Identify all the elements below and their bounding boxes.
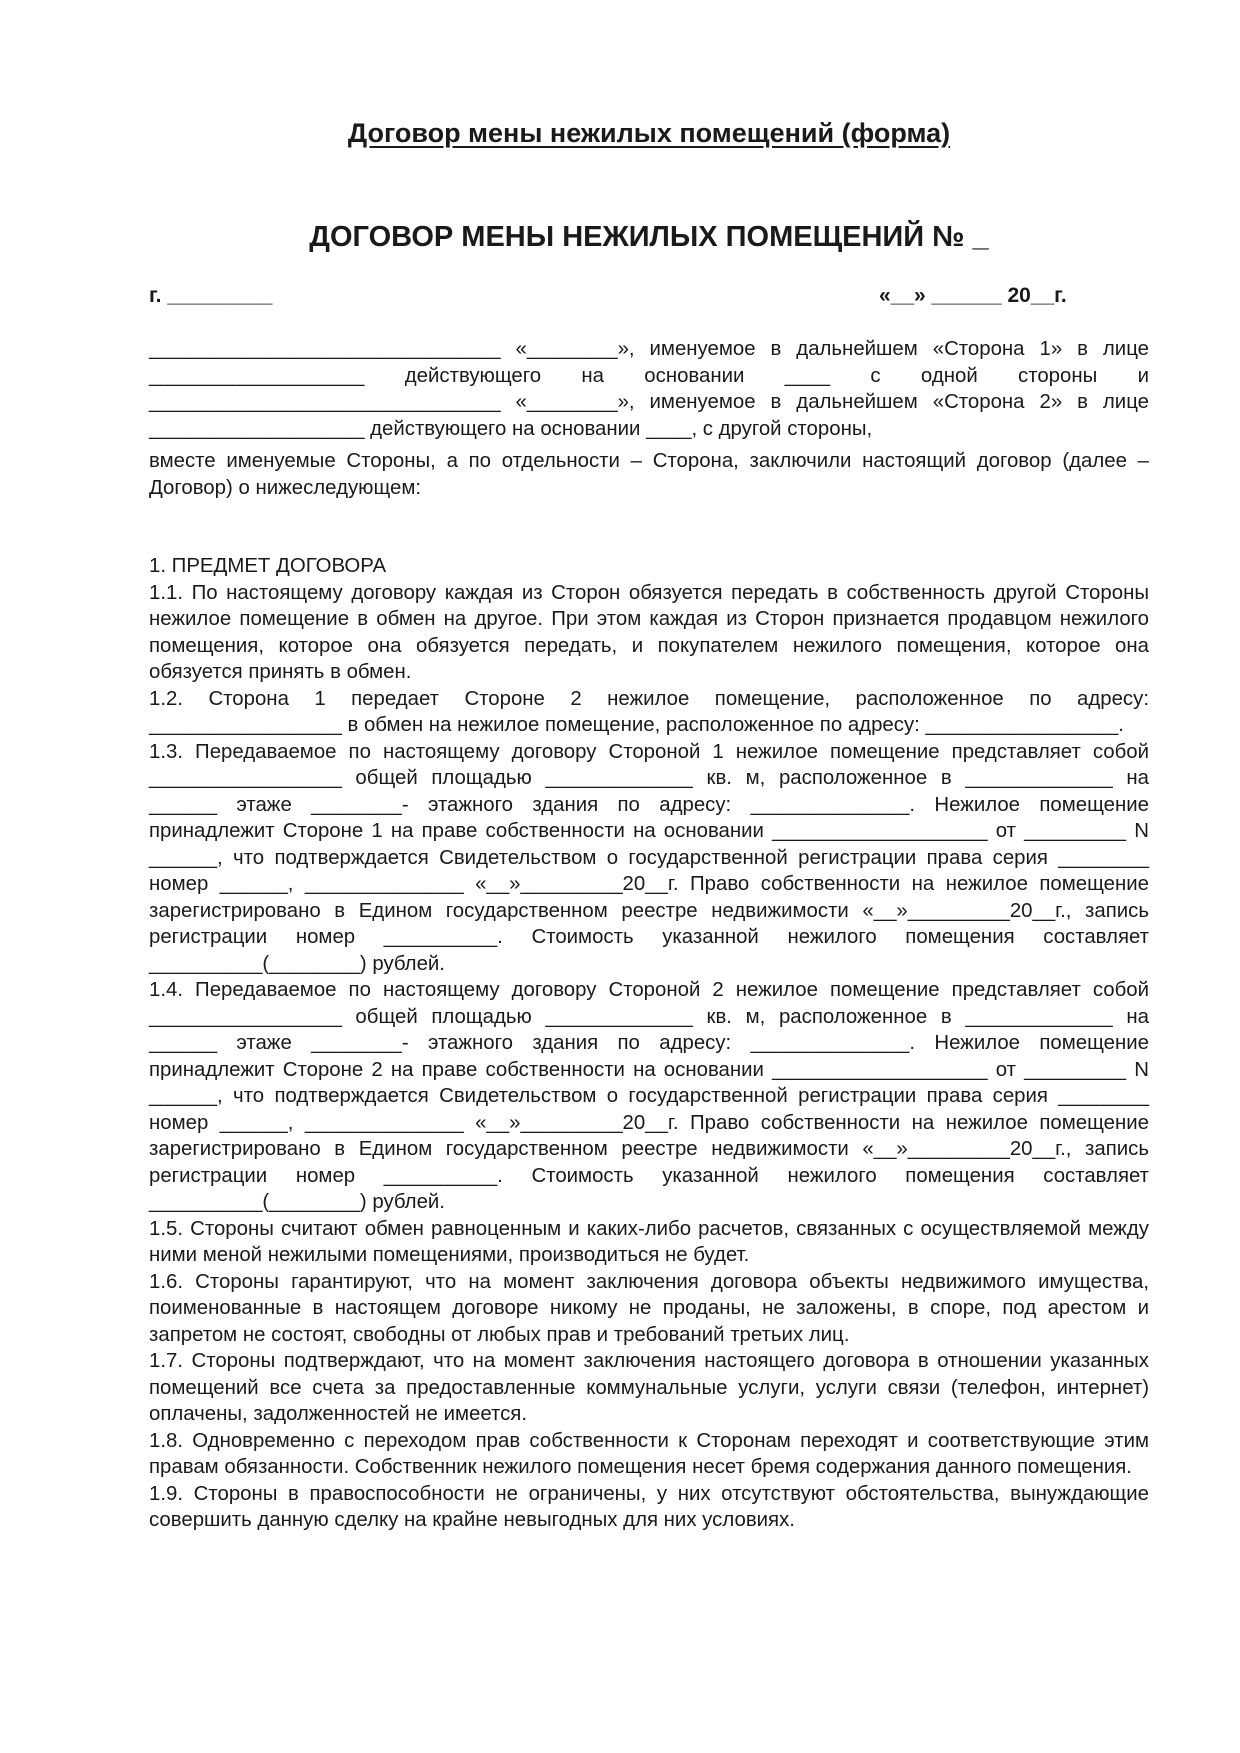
- section-title: 1. ПРЕДМЕТ ДОГОВОРА: [149, 555, 387, 577]
- clause-1-2: 1.2. Сторона 1 передает Стороне 2 нежилое помещение, расположенное по адресу: _________________ в обмен на нежилое помещение, расположенное по адресу: _________________.: [149, 687, 1149, 736]
- clause-1-9: 1.9. Стороны в правоспособности не ограничены, у них отсутствуют обстоятельства, вынуждающие совершить данную сделку на крайне невыгодных для них условиях.: [149, 1482, 1149, 1531]
- clause-1-6: 1.6. Стороны гарантируют, что на момент заключения договора объекты недвижимого имущества, поименованные в настоящем договоре никому не проданы, не заложены, в споре, под арестом и запретом не состоят, свободны от любых прав и требований третьих лиц.: [149, 1270, 1149, 1346]
- date-field: «__» ______ 20__г.: [879, 284, 1067, 307]
- place-field: г. _________: [149, 284, 273, 307]
- clause-1-5: 1.5. Стороны считают обмен равноценным и каких-либо расчетов, связанных с осуществляемой между ними меной нежилыми помещениями, производиться не будет.: [149, 1217, 1149, 1266]
- document-title: Договор мены нежилых помещений (форма): [347, 118, 951, 148]
- clause-1-4: 1.4. Передаваемое по настоящему договору Стороной 2 нежилое помещение представляет собой _________________ общей площадью _____________ кв. м, расположенное в _____________ на ______ этаже ________- этажного здания по адресу: ______________. Нежилое помещение принадлежит Стороне 2 на праве собственности на основании ___________________ от _________ N ______, что подтверждается Свидетельством о государственной регистрации права серия ________ номер ______, ______________ «__»_________20__г. Право собственности на нежилое помещение зарегистрировано в Едином государственном реестре недвижимости «__»_________20__г., запись регистрации номер __________. Стоимость указанной нежилого помещения составляет __________(________) рублей.: [149, 979, 1149, 1213]
- contract-body: [149, 336, 1149, 1534]
- clause-1-8: 1.8. Одновременно с переходом прав собственности к Сторонам переходят и соответствующие этим правам обязанности. Собственник нежилого помещения несет бремя содержания данного помещения.: [149, 1429, 1149, 1478]
- clause-1-1: 1.1. По настоящему договору каждая из Сторон обязуется передать в собственность другой Стороны нежилое помещение в обмен на другое. При этом каждая из Сторон признается продавцом нежилого помещения, которое она обязуется передать, и покупателем нежилого помещения, которое она обязуется принять в обмен.: [149, 581, 1149, 683]
- parties-paragraph: _______________________________ «________», именуемое в дальнейшем «Сторона 1» в лице ___________________ действующего на основании ____ с одной стороны и _______________________________ «________», именуемое в дальнейшем «Сторона 2» в лице ___________________ действующего на основании ____, с другой стороны,: [149, 338, 1149, 440]
- clause-1-7: 1.7. Стороны подтверждают, что на момент заключения настоящего договора в отношении указанных помещений все счета за предоставленные коммунальные услуги, услуги связи (телефон, интернет) оплачены, задолженностей не имеется.: [149, 1350, 1149, 1425]
- clause-1-3: 1.3. Передаваемое по настоящему договору Стороной 1 нежилое помещение представляет собой _________________ общей площадью _____________ кв. м, расположенное в _____________ на ______ этаже ________- этажного здания по адресу: ______________. Нежилое помещение принадлежит Стороне 1 на праве собственности на основании ___________________ от _________ N ______, что подтверждается Свидетельством о государственной регистрации права серия ________ номер ______, ______________ «__»_________20__г. Право собственности на нежилое помещение зарегистрировано в Едином государственном реестре недвижимости «__»_________20__г., запись регистрации номер __________. Стоимость указанной нежилого помещения составляет __________(________) рублей.: [149, 740, 1149, 975]
- agreement-paragraph: вместе именуемые Стороны, а по отдельности – Сторона, заключили настоящий договор (далее – Договор) о нижеследующем:: [149, 450, 1149, 499]
- contract-heading: ДОГОВОР МЕНЫ НЕЖИЛЫХ ПОМЕЩЕНИЙ № _: [309, 221, 989, 253]
